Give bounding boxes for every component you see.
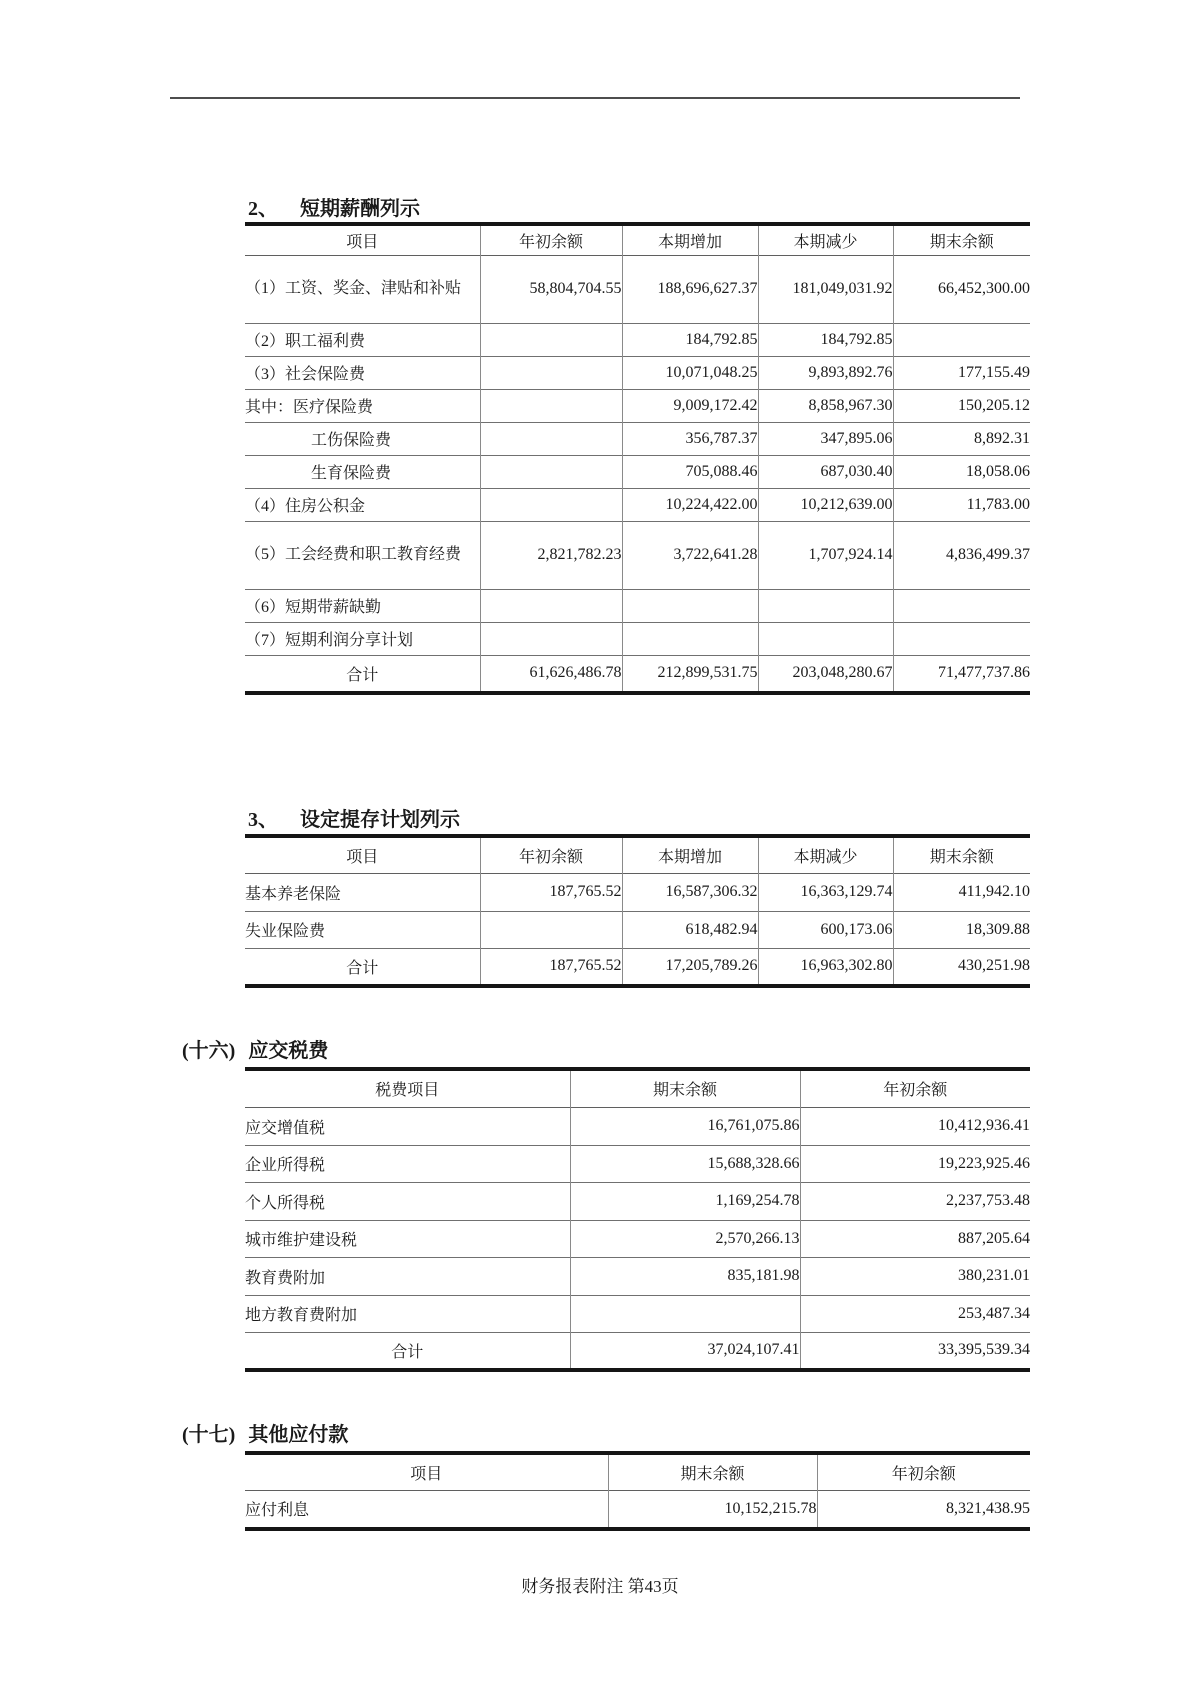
column-header: 本期增加: [622, 224, 758, 255]
table-row: [245, 911, 1030, 948]
section-heading-other-payables: [182, 1422, 348, 1448]
table-row: [245, 422, 1030, 455]
section-number: 2、: [248, 198, 278, 220]
cell-opening: [480, 356, 622, 389]
row-label: （1）工资、奖金、津贴和补贴: [245, 255, 480, 323]
cell-increase: 9,009,172.42: [622, 389, 758, 422]
table-row: [245, 521, 1030, 589]
column-header: 项目: [245, 836, 480, 873]
cell-closing: 2,570,266.13: [570, 1220, 800, 1257]
column-header: 税费项目: [245, 1069, 570, 1107]
table-row: [245, 1145, 1030, 1182]
cell-opening: 61,626,486.78: [480, 655, 622, 693]
cell-closing: 177,155.49: [958, 363, 1030, 381]
row-label: 应付利息: [245, 1490, 608, 1529]
cell-decrease: 9,893,892.76: [758, 356, 893, 389]
table-row: [245, 1107, 1030, 1145]
row-label: 其中：医疗保险费: [245, 389, 480, 422]
cell-increase: 10,224,422.00: [622, 488, 758, 521]
section-heading-defined-contribution: [248, 807, 460, 833]
table-row: [245, 455, 1030, 488]
cell-closing: [893, 589, 1030, 622]
row-label: （4）住房公积金: [245, 488, 480, 521]
cell-increase: 10,071,048.25: [622, 356, 758, 389]
cell-closing: 37,024,107.41: [570, 1332, 800, 1370]
cell-decrease: 347,895.06: [758, 422, 893, 455]
section-title: 短期薪酬列示: [300, 198, 420, 220]
cell-increase: [622, 589, 758, 622]
cell-closing: 15,688,328.66: [570, 1145, 800, 1182]
section-number: (十六): [182, 1040, 236, 1062]
cell-closing: [893, 323, 1030, 356]
cell-increase: 17,205,789.26: [622, 948, 758, 986]
total-label: 合计: [245, 1332, 570, 1370]
column-header: 年初余额: [480, 836, 622, 873]
total-label: 合计: [245, 948, 480, 986]
cell-increase: 705,088.46: [622, 455, 758, 488]
total-label: 合计: [245, 655, 480, 693]
cell-closing: 8,892.31: [974, 429, 1030, 447]
cell-closing: 430,251.98: [958, 957, 1030, 975]
cell-closing: [570, 1295, 800, 1332]
column-header: 项目: [245, 224, 480, 255]
row-label: （7）短期利润分享计划: [245, 622, 480, 655]
cell-decrease: 184,792.85: [758, 323, 893, 356]
cell-closing: 71,477,737.86: [938, 664, 1030, 682]
table-row: [245, 1295, 1030, 1332]
cell-opening: 253,487.34: [958, 1304, 1030, 1322]
cell-opening: 2,237,753.48: [946, 1192, 1030, 1209]
cell-decrease: [758, 589, 893, 622]
row-label: 个人所得税: [245, 1182, 570, 1220]
table-row: [245, 1490, 1030, 1529]
table-row: [245, 589, 1030, 622]
cell-decrease: 16,363,129.74: [758, 873, 893, 911]
cell-closing: 4,836,499.37: [946, 546, 1030, 563]
cell-decrease: 8,858,967.30: [758, 389, 893, 422]
column-header: 年初余额: [480, 224, 622, 255]
cell-increase: 188,696,627.37: [622, 255, 758, 323]
cell-closing: 10,152,215.78: [608, 1490, 817, 1529]
column-header: 年初余额: [891, 1465, 956, 1483]
cell-opening: [480, 589, 622, 622]
column-header: 年初余额: [883, 1082, 948, 1100]
table-total-row: [245, 948, 1030, 986]
table-row: [245, 622, 1030, 655]
cell-opening: [480, 455, 622, 488]
cell-opening: [480, 488, 622, 521]
cell-closing: 835,181.98: [570, 1257, 800, 1295]
cell-decrease: 181,049,031.92: [758, 255, 893, 323]
table-row: [245, 1220, 1030, 1257]
row-label: 地方教育费附加: [245, 1295, 570, 1332]
cell-opening: [480, 422, 622, 455]
cell-closing: 11,783.00: [966, 495, 1030, 513]
cell-opening: 19,223,925.46: [938, 1154, 1030, 1172]
cell-opening: [480, 389, 622, 422]
cell-opening: [480, 622, 622, 655]
cell-opening: 187,765.52: [480, 873, 622, 911]
section-title: 其他应付款: [248, 1424, 349, 1446]
section-heading-taxes-payable: [182, 1038, 328, 1064]
column-header: 期末余额: [929, 848, 994, 866]
row-label: 失业保险费: [245, 911, 480, 948]
cell-decrease: 203,048,280.67: [758, 655, 893, 693]
cell-opening: 33,395,539.34: [938, 1341, 1030, 1359]
cell-decrease: 16,963,302.80: [758, 948, 893, 986]
header-rule: [170, 97, 1020, 99]
table-header-row: [245, 1069, 1030, 1107]
short-term-compensation-table: [245, 222, 1030, 695]
cell-opening: 887,205.64: [958, 1229, 1030, 1247]
other-payables-table: [245, 1451, 1030, 1531]
cell-increase: 16,587,306.32: [622, 873, 758, 911]
column-header: 期末余额: [608, 1453, 817, 1490]
cell-opening: 10,412,936.41: [938, 1117, 1030, 1134]
table-row: [245, 1257, 1030, 1295]
table-row: [245, 389, 1030, 422]
cell-closing: 1,169,254.78: [570, 1182, 800, 1220]
cell-increase: 212,899,531.75: [622, 655, 758, 693]
cell-opening: 187,765.52: [480, 948, 622, 986]
cell-closing: 150,205.12: [958, 396, 1030, 414]
row-label: （2）职工福利费: [245, 323, 480, 356]
row-label: 企业所得税: [245, 1145, 570, 1182]
table-total-row: [245, 1332, 1030, 1370]
table-header-row: [245, 224, 1030, 255]
cell-closing: 18,309.88: [966, 920, 1030, 938]
section-number: 3、: [248, 809, 278, 831]
cell-closing: 16,761,075.86: [570, 1107, 800, 1145]
cell-closing: [893, 622, 1030, 655]
section-title: 应交税费: [248, 1040, 329, 1062]
table-header-row: [245, 1453, 1030, 1490]
cell-decrease: 10,212,639.00: [758, 488, 893, 521]
cell-decrease: [758, 622, 893, 655]
cell-opening: 380,231.01: [958, 1267, 1030, 1284]
column-header: 项目: [245, 1453, 608, 1490]
cell-increase: 356,787.37: [622, 422, 758, 455]
cell-closing: 411,942.10: [958, 883, 1030, 900]
section-number: (十七): [182, 1424, 236, 1446]
cell-opening: 8,321,438.95: [946, 1499, 1030, 1517]
column-header: 期末余额: [570, 1069, 800, 1107]
section-title: 设定提存计划列示: [300, 809, 460, 831]
cell-decrease: 1,707,924.14: [758, 521, 893, 589]
row-label: （6）短期带薪缺勤: [245, 589, 480, 622]
section-heading-short-term-compensation: [248, 196, 420, 222]
table-row: [245, 488, 1030, 521]
table-row: [245, 1182, 1030, 1220]
row-label: （5）工会经费和职工教育经费: [245, 521, 480, 589]
cell-increase: 184,792.85: [622, 323, 758, 356]
cell-closing: 66,452,300.00: [938, 280, 1030, 297]
row-label: 教育费附加: [245, 1257, 570, 1295]
column-header: 本期减少: [758, 836, 893, 873]
table-row: [245, 323, 1030, 356]
cell-decrease: 687,030.40: [758, 455, 893, 488]
cell-increase: [622, 622, 758, 655]
cell-increase: 3,722,641.28: [622, 521, 758, 589]
cell-increase: 618,482.94: [622, 911, 758, 948]
table-total-row: [245, 655, 1030, 693]
table-row: [245, 255, 1030, 323]
table-row: [245, 873, 1030, 911]
page-footer: 财务报表附注 第43页: [521, 1577, 679, 1596]
row-label: 基本养老保险: [245, 873, 480, 911]
table-row: [245, 356, 1030, 389]
cell-opening: [480, 323, 622, 356]
cell-closing: 18,058.06: [966, 462, 1030, 480]
table-header-row: [245, 836, 1030, 873]
cell-opening: [480, 911, 622, 948]
taxes-payable-table: [245, 1067, 1030, 1372]
cell-opening: 2,821,782.23: [480, 521, 622, 589]
column-header: 期末余额: [929, 233, 994, 251]
column-header: 本期增加: [622, 836, 758, 873]
cell-decrease: 600,173.06: [758, 911, 893, 948]
defined-contribution-table: [245, 834, 1030, 988]
row-label: 城市维护建设税: [245, 1220, 570, 1257]
row-label: （3）社会保险费: [245, 356, 480, 389]
column-header: 本期减少: [758, 224, 893, 255]
row-label: 工伤保险费: [245, 422, 480, 455]
cell-opening: 58,804,704.55: [480, 255, 622, 323]
row-label: 应交增值税: [245, 1107, 570, 1145]
row-label: 生育保险费: [245, 455, 480, 488]
